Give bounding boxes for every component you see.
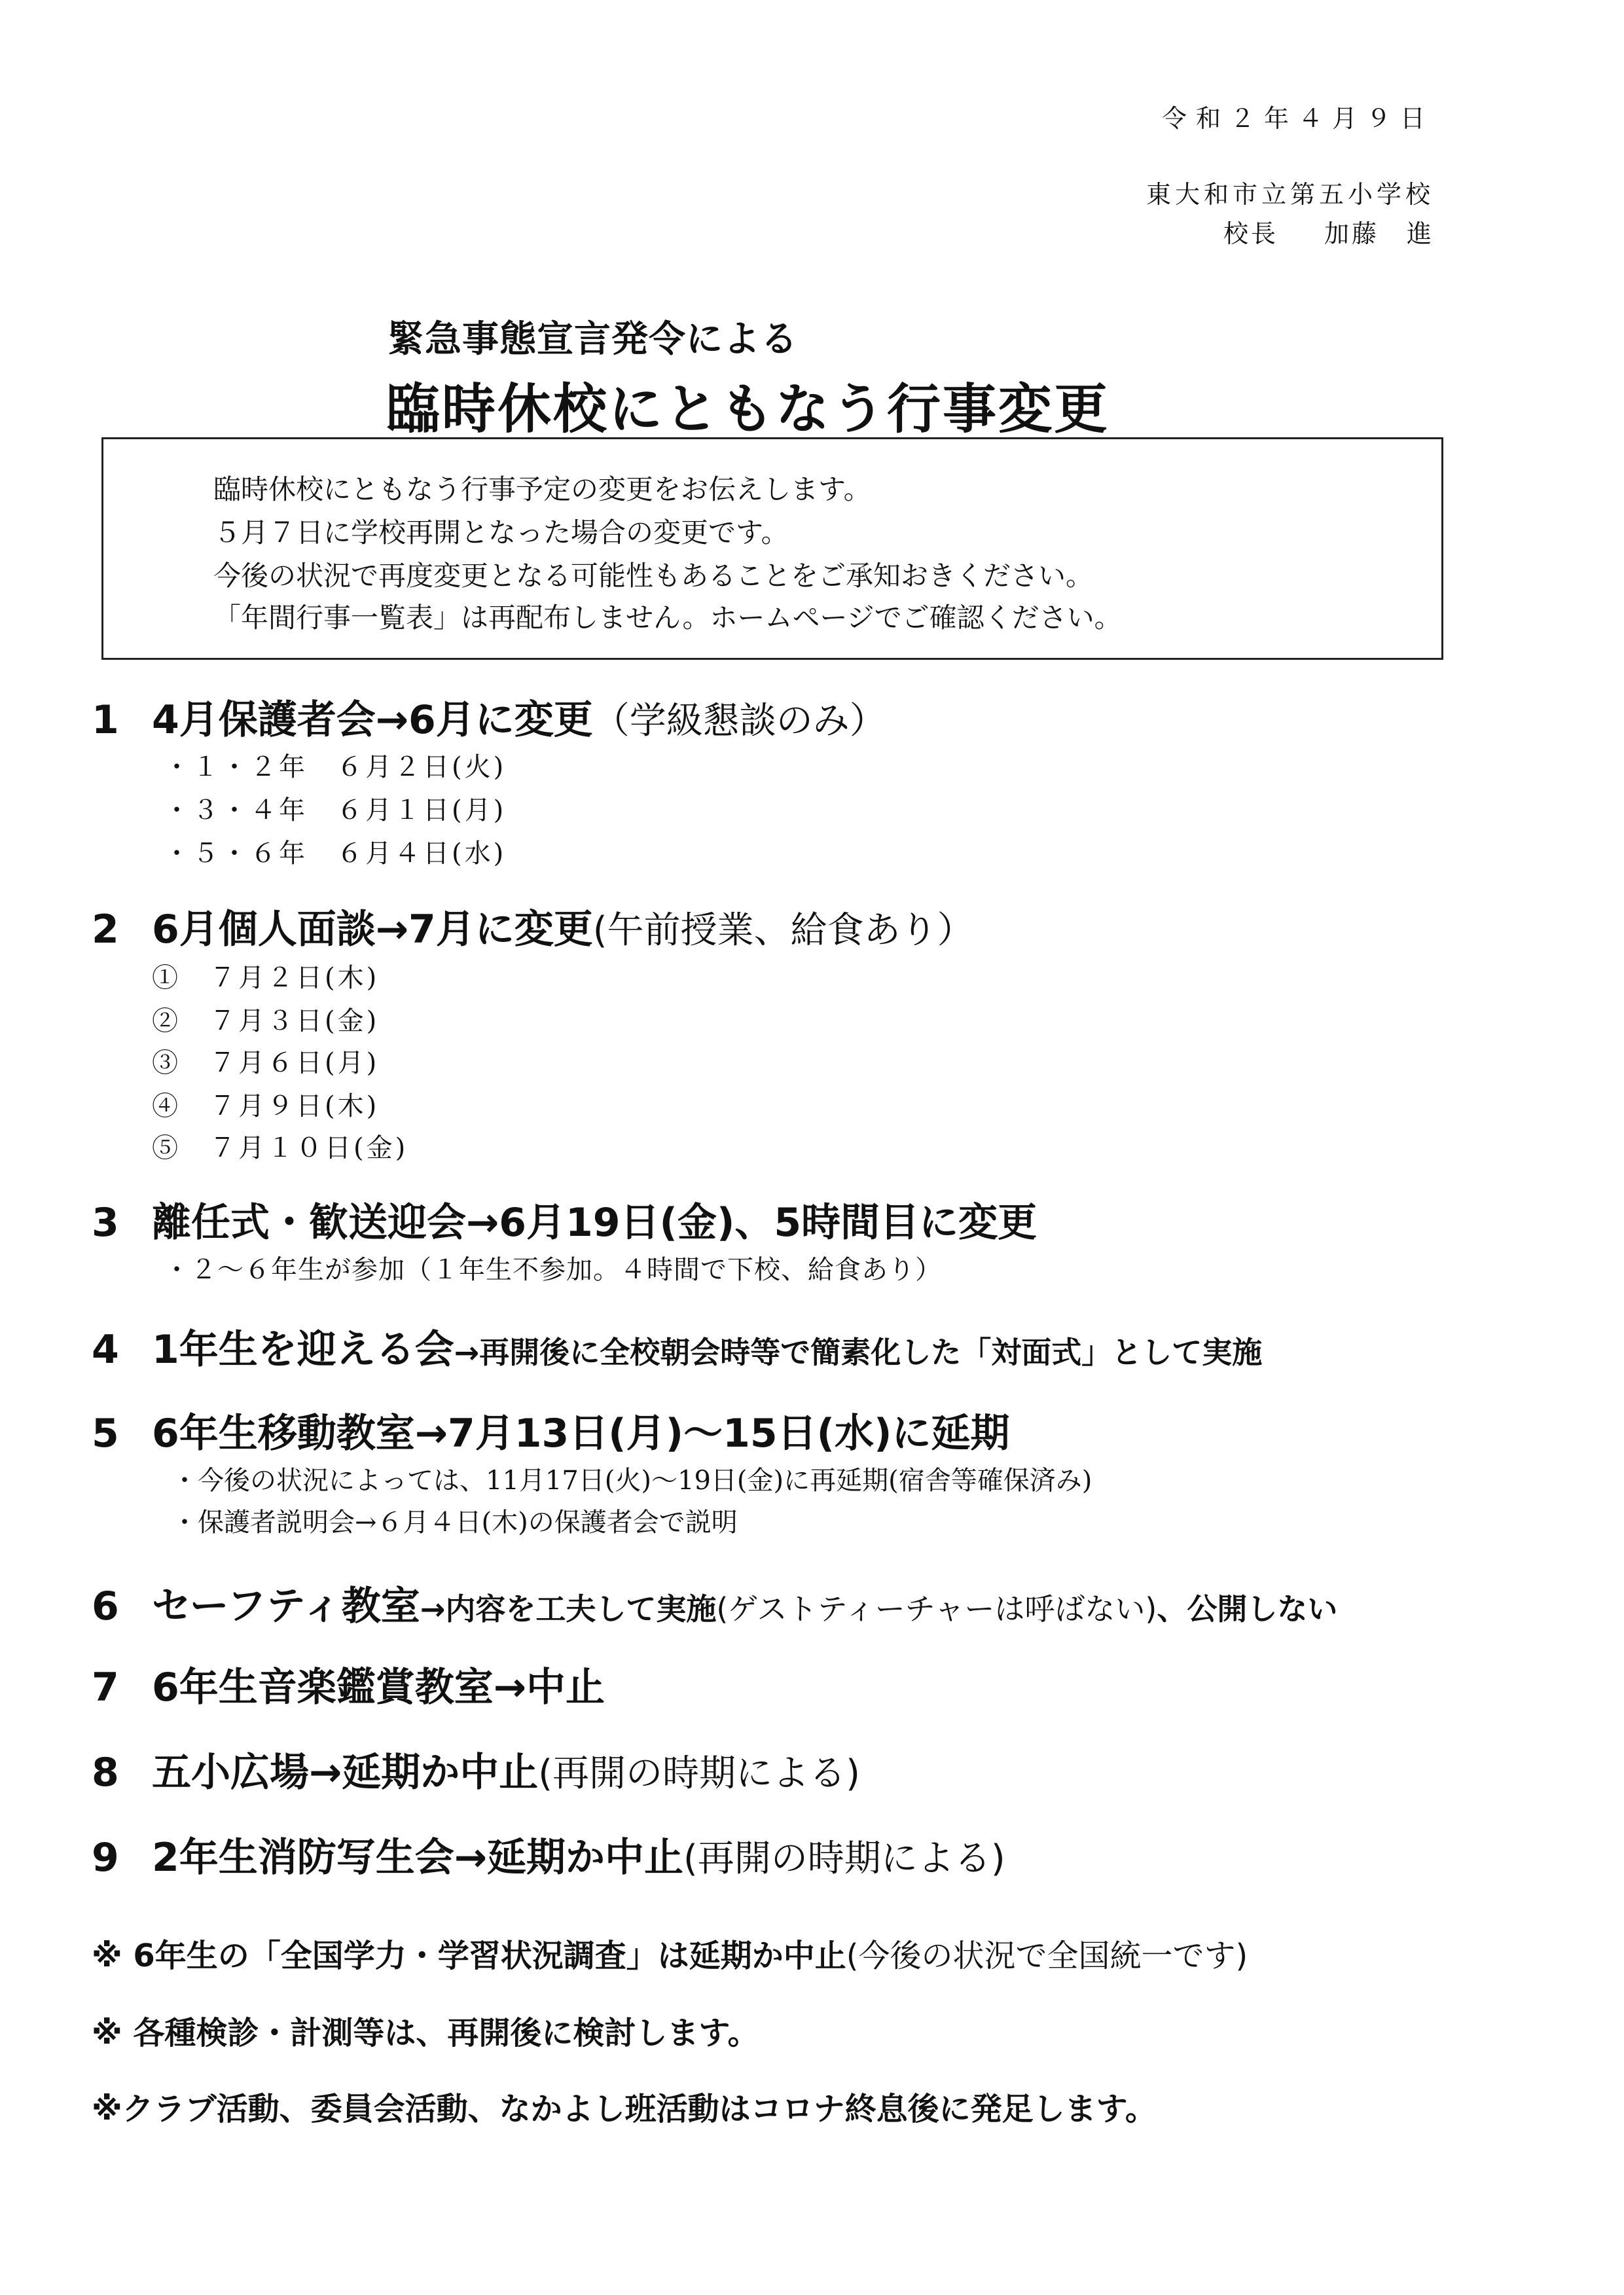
section-8-heading	[92, 1750, 860, 1796]
document-date: 令和２年４月９日	[1161, 104, 1434, 133]
schedule-item: ・３・４年 ６月１日(月)	[164, 795, 507, 825]
section-title: 2年生消防写生会→延期か中止	[152, 1835, 684, 1881]
section-3-heading	[92, 1200, 1038, 1246]
section-number: 9	[92, 1835, 119, 1881]
section-2-heading	[92, 907, 974, 952]
section-title: 4月保護者会→6月に変更	[152, 697, 593, 743]
section-4-heading	[92, 1327, 1263, 1373]
section-1-heading	[92, 697, 886, 743]
notice-line: 「年間行事一覧表」は再配布しません。ホームページでご確認ください。	[213, 602, 1122, 634]
schedule-item: ・１・２年 ６月２日(火)	[164, 752, 507, 782]
footnote-3: ※クラブ活動、委員会活動、なかよし班活動はコロナ終息後に発足します。	[92, 2091, 1157, 2127]
principal-name: 加藤 進	[1324, 219, 1434, 248]
notice-line: ５月７日に学校再開となった場合の変更です。	[213, 516, 789, 549]
section-number: 4	[92, 1327, 119, 1373]
footnote-text: ※ 6年生の「全国学力・学習状況調査」は延期か中止	[92, 1938, 846, 1974]
section-tail: →内容を工夫して実施	[420, 1591, 717, 1627]
title-line-1: 緊急事態宣言発令による	[388, 318, 798, 361]
section-note: (再開の時期による)	[538, 1752, 860, 1795]
title-line-2: 臨時休校にともなう行事変更	[386, 378, 1110, 441]
section-tail-end: 、公開しない	[1157, 1591, 1338, 1627]
section-note: (再開の時期による)	[683, 1837, 1005, 1880]
section-note: (ゲストティーチャーは呼ばない)	[716, 1591, 1157, 1627]
schedule-item: ② ７月３日(金)	[152, 1006, 380, 1036]
section-title: 6年生音楽鑑賞教室→中止	[152, 1665, 605, 1710]
schedule-item: ⑤ ７月１０日(金)	[152, 1133, 408, 1163]
section-number: 1	[92, 697, 119, 743]
schedule-item: ・５・６年 ６月４日(水)	[164, 839, 507, 869]
notice-box	[101, 437, 1443, 660]
section-number: 6	[92, 1583, 119, 1629]
footnote-1	[92, 1940, 1248, 1972]
footnote-2: ※ 各種検診・計測等は、再開後に検討します。	[92, 2015, 759, 2051]
schedule-item: ④ ７月９日(木)	[152, 1091, 380, 1121]
section-title: 6年生移動教室→7月13日(月)～15日(水)に延期	[152, 1411, 1010, 1456]
section-number: 2	[92, 907, 119, 952]
section-title: 五小広場→延期か中止	[152, 1750, 539, 1796]
section-number: 7	[92, 1665, 119, 1710]
section-6-heading	[92, 1583, 1338, 1629]
notice-line: 臨時休校にともなう行事予定の変更をお伝えします。	[213, 473, 871, 505]
schedule-item: ・２～６年生が参加（１年生不参加。４時間で下校、給食あり）	[164, 1255, 942, 1285]
section-title: セーフティ教室	[152, 1583, 420, 1629]
schedule-item: ・保護者説明会→６月４日(木)の保護者会で説明	[171, 1508, 738, 1538]
section-number: 5	[92, 1411, 119, 1456]
school-name: 東大和市立第五小学校	[1146, 180, 1434, 209]
section-tail: →再開後に全校朝会時等で簡素化した「対面式」として実施	[454, 1335, 1263, 1370]
section-note: (午前授業、給食あり）	[592, 909, 974, 952]
principal-title: 校長	[1223, 219, 1278, 248]
schedule-item: ・今後の状況によっては、11月17日(火)～19日(金)に再延期(宿舎等確保済み)	[171, 1466, 1092, 1496]
section-number: 8	[92, 1750, 119, 1796]
schedule-item: ③ ７月６日(月)	[152, 1048, 380, 1078]
section-title: 6月個人面談→7月に変更	[152, 907, 593, 952]
schedule-item: ① ７月２日(木)	[152, 963, 380, 993]
section-note: （学級懇談のみ）	[592, 700, 886, 742]
section-5-heading	[92, 1411, 1010, 1456]
notice-line: 今後の状況で再度変更となる可能性もあることをご承知おきください。	[213, 560, 1094, 592]
footnote-note: (今後の状況で全国統一です)	[846, 1938, 1248, 1974]
section-number: 3	[92, 1200, 119, 1246]
principal	[1223, 213, 1434, 249]
section-9-heading	[92, 1835, 1005, 1881]
section-title: 離任式・歓送迎会→6月19日(金)、5時間目に変更	[152, 1200, 1038, 1246]
section-title: 1年生を迎える会	[152, 1327, 454, 1373]
section-7-heading	[92, 1665, 605, 1710]
